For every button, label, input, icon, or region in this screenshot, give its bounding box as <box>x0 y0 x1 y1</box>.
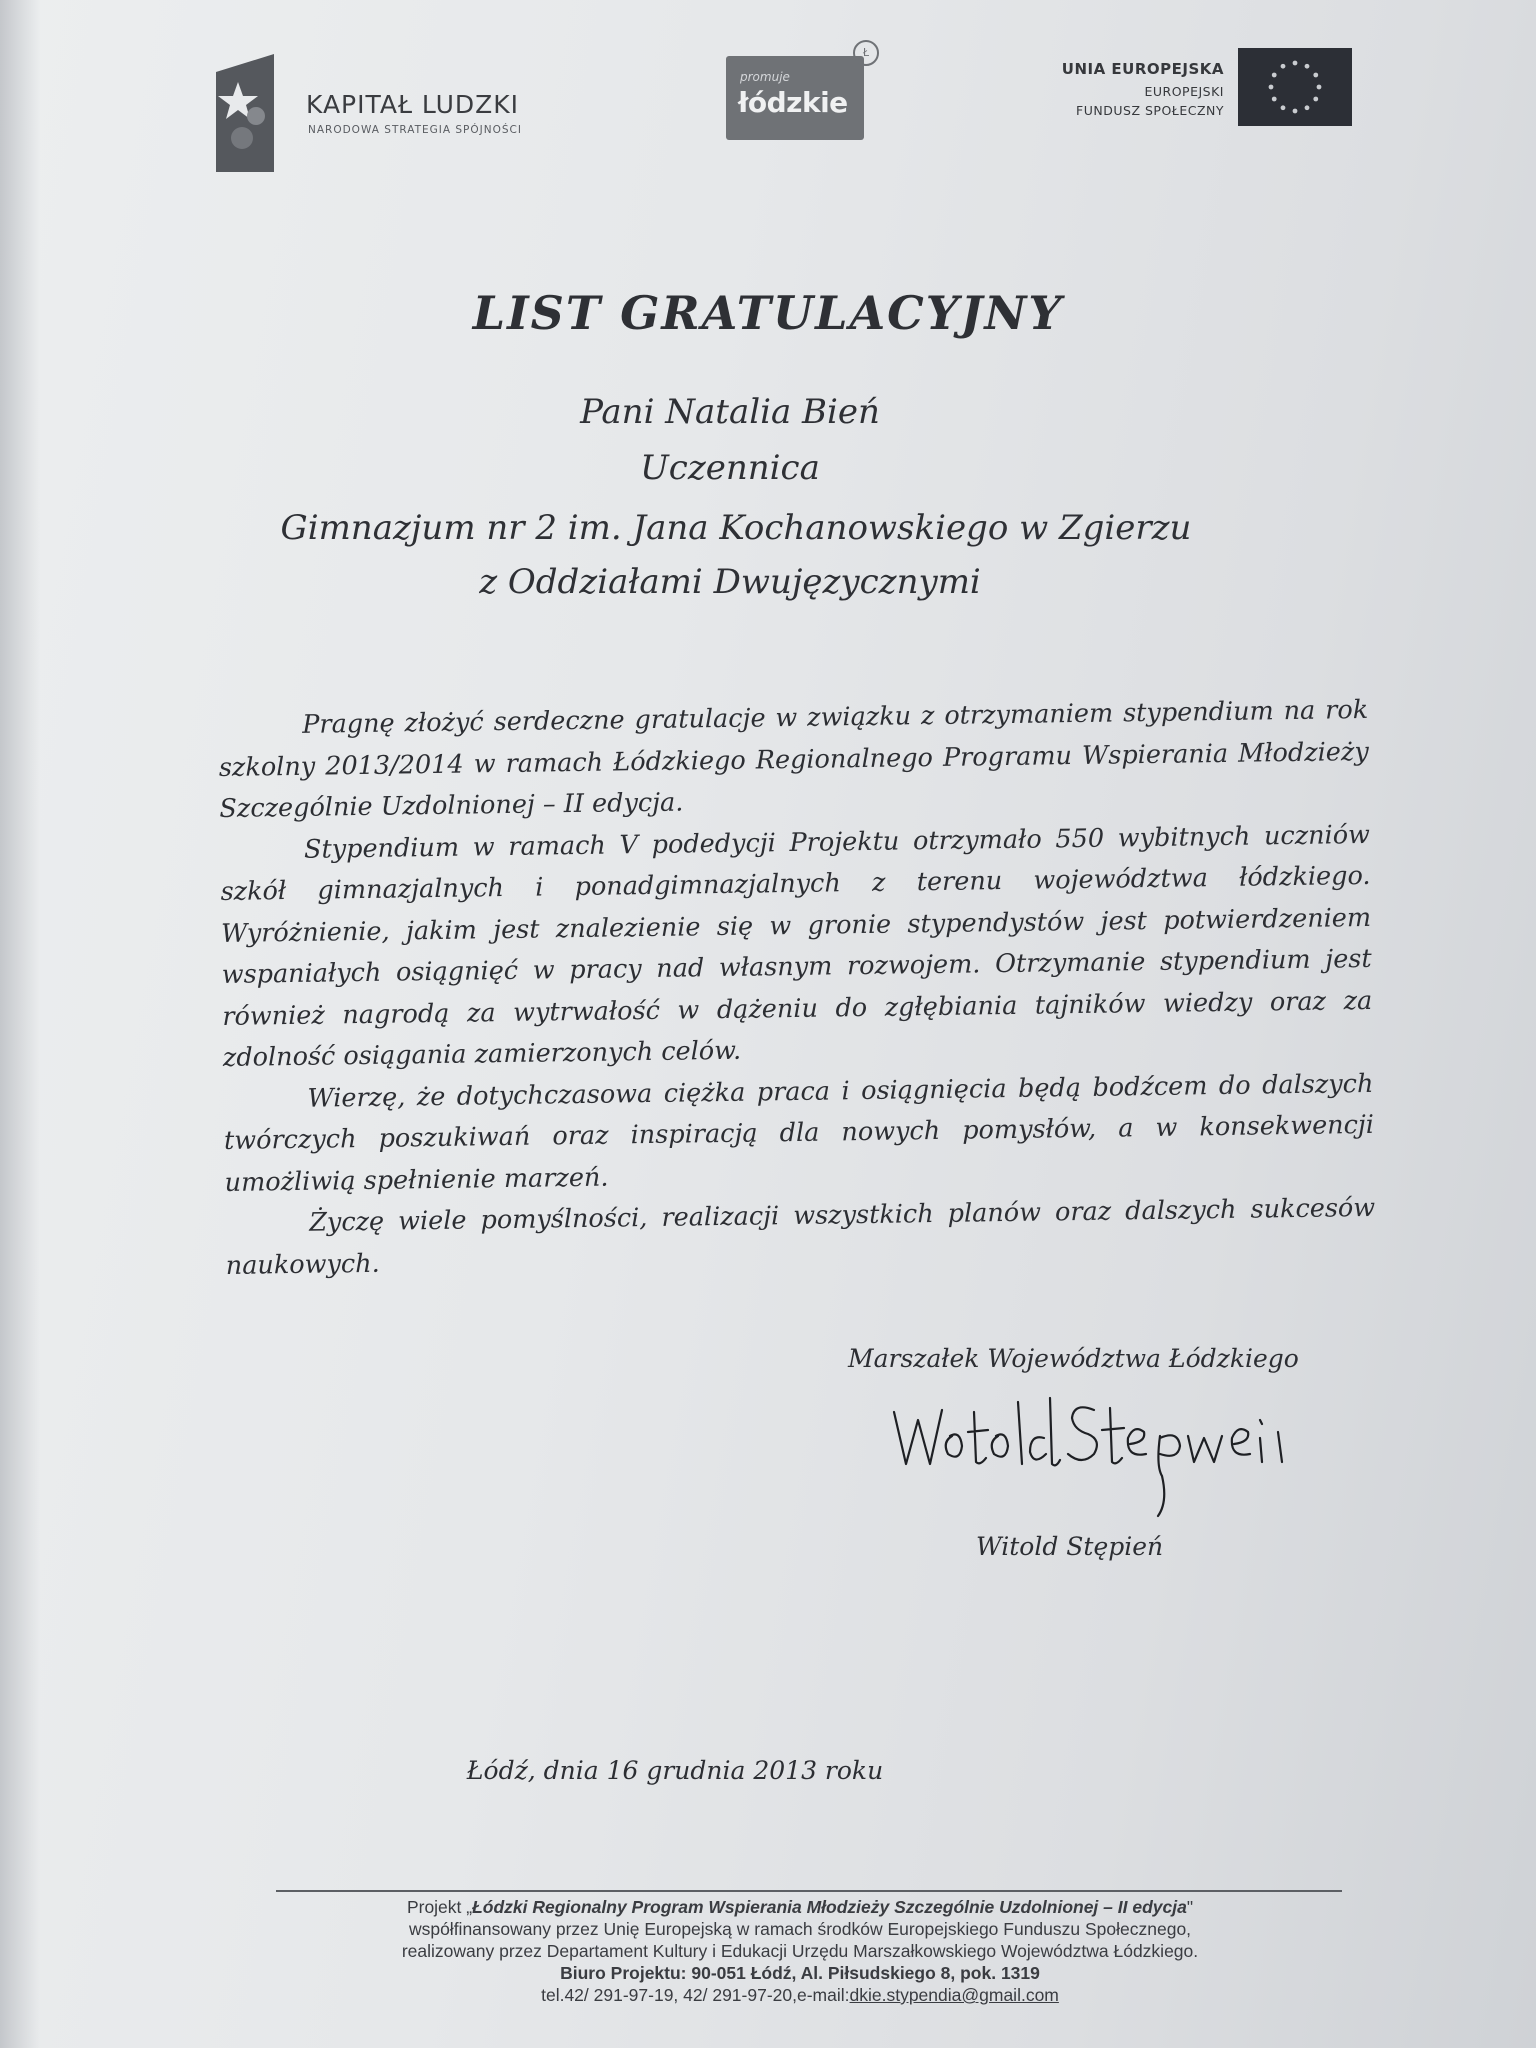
body-paragraph: Życzę wiele pomyślności, realizacji wszystkich planów oraz dalszych sukcesów naukowych. <box>225 1192 1376 1281</box>
eu-star <box>1281 105 1286 110</box>
project-name: Łódzki Regionalny Program Wspierania Młodzieży Szczególnie Uzdolnionej – II edycja <box>472 1897 1187 1917</box>
eu-star <box>1305 64 1310 69</box>
body-paragraph: Stypendium w ramach V podedycji Projektu otrzymało 550 wybitnych uczniów szkół gimnazjalnych i ponadgimnazjalnych z terenu województwa łódzkiego. Wyróżnienie, jakim jest znalezienie się w gronie stypendystów jest potwierdzeniem wspaniałych osiągnięć w pracy nad własnym rozwojem. Otrzymanie stypendium jest również nagrodą za wytrwałość w dążeniu do zgłębiania tajników wiedzy oraz za zdolność osiągania zamierzonych celów. <box>220 819 1373 1073</box>
eu-star <box>1272 73 1277 78</box>
date-line: Łódź, dnia 16 grudnia 2013 roku <box>466 1756 884 1785</box>
eu-line2: EUROPEJSKI <box>1144 84 1224 99</box>
footer-line-1: Projekt „Łódzki Regionalny Program Wspierania Młodzieży Szczególnie Uzdolnionej – II edycja" <box>406 1897 1194 1917</box>
letter-title: LIST GRATULACYJNY <box>472 286 1064 340</box>
recipient-name: Pani Natalia Bień <box>580 392 880 432</box>
footer-line-5: tel.42/ 291-97-19, 42/ 291-97-20,e-mail:dkie.stypendia@gmail.com <box>541 1985 1059 2005</box>
lodzkie-big-text: łódzkie <box>738 86 848 119</box>
school-line-1: Gimnazjum nr 2 im. Jana Kochanowskiego w Zgierzu <box>280 508 1192 548</box>
eu-line1: UNIA EUROPEJSKA <box>1061 60 1224 78</box>
footer-divider <box>276 1890 1342 1892</box>
footer-line-3: realizowany przez Departament Kultury i Edukacji Urzędu Marszałkowskiego Województwa Łódzkiego. <box>401 1941 1199 1961</box>
promuje-lodzkie-logo <box>726 46 870 140</box>
eu-flag-icon <box>1238 48 1352 126</box>
recipient-role: Uczennica <box>640 448 820 488</box>
eu-star <box>1305 105 1310 110</box>
footer-line-2: współfinansowany przez Unię Europejską w ramach środków Europejskiego Funduszu Społecznego, <box>408 1919 1192 1939</box>
eu-logo-text <box>1062 60 1224 118</box>
signer-title: Marszałek Województwa Łódzkiego <box>848 1344 1299 1373</box>
eu-star <box>1293 109 1298 114</box>
kapital-ludzki-subtitle: NARODOWA STRATEGIA SPÓJNOŚCI <box>308 124 522 136</box>
kapital-ludzki-logo <box>212 54 592 174</box>
signer-name: Witold Stępień <box>976 1532 1164 1561</box>
eu-star <box>1272 97 1277 102</box>
lodzkie-mark: Ł <box>853 40 879 66</box>
body-paragraph: Pragnę złożyć serdeczne gratulacje w związku z otrzymaniem stypendium na rok szkolny 2013/2014 w ramach Łódzkiego Regionalnego Programu Wspierania Młodzieży Szczególnie Uzdolnionej – II edycja. <box>218 694 1369 824</box>
school-line-2: z Oddziałami Dwujęzycznymi <box>479 562 981 602</box>
kapital-ludzki-title: KAPITAŁ LUDZKI <box>306 90 520 119</box>
eu-star <box>1293 61 1298 66</box>
eu-star <box>1313 73 1318 78</box>
eu-line3: FUNDUSZ SPOŁECZNY <box>1076 103 1224 118</box>
eu-star <box>1317 85 1322 90</box>
kapital-ludzki-emblem-icon <box>212 54 284 174</box>
eu-star <box>1313 97 1318 102</box>
footer-line-4: Biuro Projektu: 90-051 Łódź, Al. Piłsudskiego 8, pok. 1319 <box>560 1963 1040 1983</box>
email-link[interactable]: dkie.stypendia@gmail.com <box>849 1985 1059 2005</box>
footer <box>0 1896 1536 2006</box>
eu-star <box>1281 64 1286 69</box>
handwritten-signature <box>884 1392 1304 1526</box>
lodzkie-small-text: promuje <box>740 70 790 84</box>
eu-star <box>1269 85 1274 90</box>
body-paragraph: Wierzę, że dotychczasowa ciężka praca i osiągnięcia będą bodźcem do dalszych twórczych poszukiwań oraz inspiracją dla nowych pomysłów, a w konsekwencji umożliwią spełnienie marzeń. <box>223 1068 1375 1198</box>
letter-body <box>218 690 1376 1287</box>
